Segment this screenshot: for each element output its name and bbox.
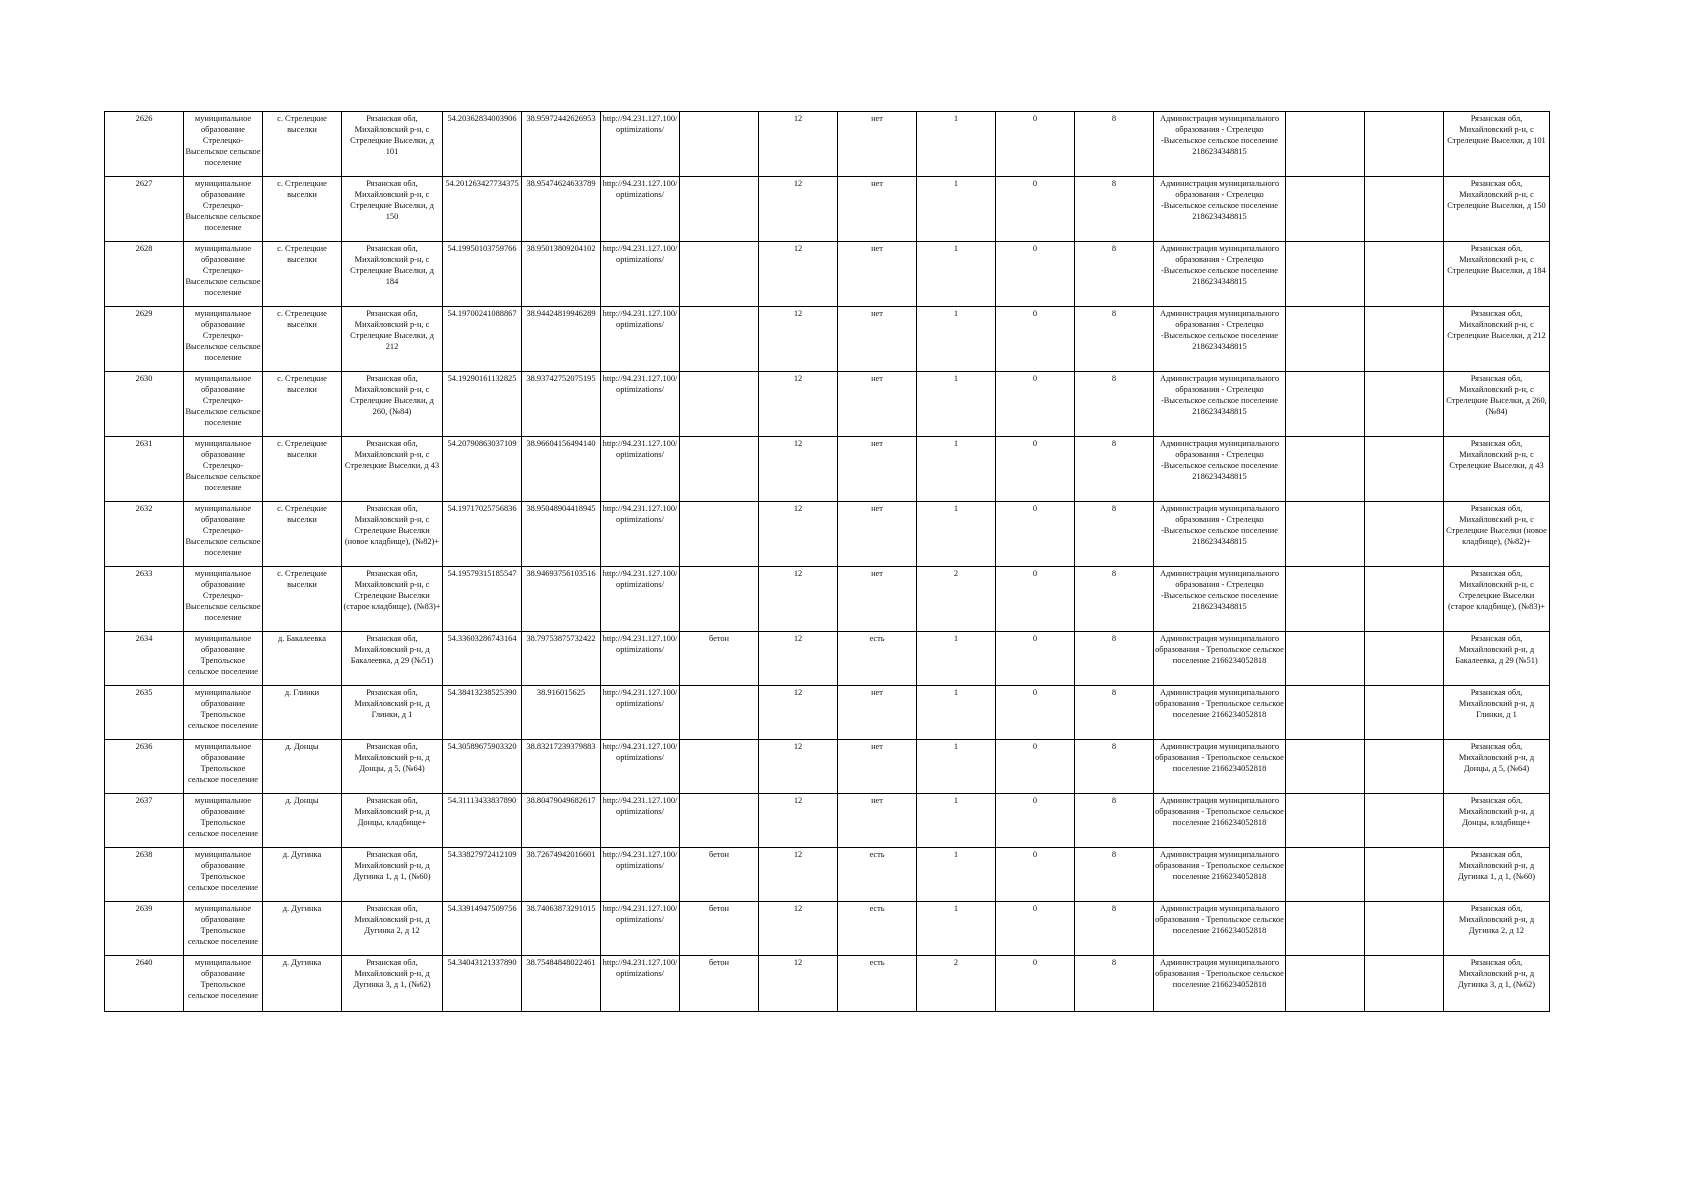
latitude-cell: 54.19290161132825 bbox=[443, 372, 522, 437]
area-cell: 12 bbox=[759, 740, 838, 794]
locality-cell: д. Бакалеевка bbox=[263, 632, 342, 686]
containers-count-cell: 1 bbox=[917, 177, 996, 242]
area-cell: 12 bbox=[759, 956, 838, 1012]
volume-cell: 8 bbox=[1075, 686, 1154, 740]
locality-cell: с. Стрелецкие выселки bbox=[263, 567, 342, 632]
surface-cell: бетон bbox=[680, 632, 759, 686]
municipality-cell: муниципальное образование Трепольское сельское поселение bbox=[184, 848, 263, 902]
count-cell: 0 bbox=[996, 902, 1075, 956]
municipality-cell: муниципальное образование Трепольское сельское поселение bbox=[184, 632, 263, 686]
owner-cell: Администрация муниципального образования - Трепольское сельское поселение 2166234052818 bbox=[1154, 740, 1286, 794]
latitude-cell: 54.33827972412109 bbox=[443, 848, 522, 902]
area-cell: 12 bbox=[759, 686, 838, 740]
containers-count-cell: 1 bbox=[917, 632, 996, 686]
longitude-cell: 38.80479049682617 bbox=[522, 794, 601, 848]
empty-cell bbox=[1365, 902, 1444, 956]
owner-cell: Администрация муниципального образования - Трепольское сельское поселение 2166234052818 bbox=[1154, 848, 1286, 902]
locality-cell: д. Глинки bbox=[263, 686, 342, 740]
locality-cell: с. Стрелецкие выселки bbox=[263, 437, 342, 502]
table-row bbox=[105, 242, 1550, 307]
source-address-cell: Рязанская обл, Михайловский р-н, д Дугинка 1, д 1, (№60) bbox=[1444, 848, 1550, 902]
locality-cell: с. Стрелецкие выселки bbox=[263, 112, 342, 177]
municipality-cell: муниципальное образование Трепольское сельское поселение bbox=[184, 686, 263, 740]
row-number-cell: 2630 bbox=[105, 372, 184, 437]
count-cell: 0 bbox=[996, 242, 1075, 307]
count-cell: 0 bbox=[996, 686, 1075, 740]
table-row bbox=[105, 794, 1550, 848]
longitude-cell: 38.94424819946289 bbox=[522, 307, 601, 372]
municipality-cell: муниципальное образование Стрелецко-Высельское сельское поселение bbox=[184, 177, 263, 242]
municipality-cell: муниципальное образование Стрелецко-Высельское сельское поселение bbox=[184, 372, 263, 437]
address-cell: Рязанская обл, Михайловский р-н, с Стрелецкие Выселки, д 43 bbox=[342, 437, 443, 502]
latitude-cell: 54.31113433837890 bbox=[443, 794, 522, 848]
empty-cell bbox=[1286, 632, 1365, 686]
count-cell: 0 bbox=[996, 567, 1075, 632]
municipality-cell: муниципальное образование Стрелецко-Высельское сельское поселение bbox=[184, 242, 263, 307]
fence-cell: есть bbox=[838, 902, 917, 956]
empty-cell bbox=[1286, 307, 1365, 372]
fence-cell: нет bbox=[838, 740, 917, 794]
containers-count-cell: 1 bbox=[917, 112, 996, 177]
municipality-cell: муниципальное образование Трепольское сельское поселение bbox=[184, 794, 263, 848]
owner-cell: Администрация муниципального образования - Стрелецко -Высельское сельское поселение 2186234348815 bbox=[1154, 567, 1286, 632]
locality-cell: д. Дугинка bbox=[263, 902, 342, 956]
volume-cell: 8 bbox=[1075, 112, 1154, 177]
area-cell: 12 bbox=[759, 242, 838, 307]
address-cell: Рязанская обл, Михайловский р-н, д Донцы, д 5, (№64) bbox=[342, 740, 443, 794]
empty-cell bbox=[1286, 242, 1365, 307]
count-cell: 0 bbox=[996, 740, 1075, 794]
municipality-cell: муниципальное образование Трепольское сельское поселение bbox=[184, 902, 263, 956]
row-number-cell: 2633 bbox=[105, 567, 184, 632]
volume-cell: 8 bbox=[1075, 177, 1154, 242]
source-address-cell: Рязанская обл, Михайловский р-н, с Стрелецкие Выселки (старое кладбище), (№83)+ bbox=[1444, 567, 1550, 632]
link-cell: http://94.231.127.100/optimizations/ bbox=[601, 956, 680, 1012]
table-row bbox=[105, 437, 1550, 502]
link-cell: http://94.231.127.100/optimizations/ bbox=[601, 307, 680, 372]
volume-cell: 8 bbox=[1075, 502, 1154, 567]
locality-cell: с. Стрелецкие выселки bbox=[263, 242, 342, 307]
source-address-cell: Рязанская обл, Михайловский р-н, с Стрелецкие Выселки, д 150 bbox=[1444, 177, 1550, 242]
locality-cell: д. Донцы bbox=[263, 740, 342, 794]
latitude-cell: 54.19700241088867 bbox=[443, 307, 522, 372]
latitude-cell: 54.201263427734375 bbox=[443, 177, 522, 242]
volume-cell: 8 bbox=[1075, 372, 1154, 437]
volume-cell: 8 bbox=[1075, 794, 1154, 848]
locality-cell: с. Стрелецкие выселки bbox=[263, 372, 342, 437]
volume-cell: 8 bbox=[1075, 567, 1154, 632]
latitude-cell: 54.19950103759766 bbox=[443, 242, 522, 307]
longitude-cell: 38.94693756103516 bbox=[522, 567, 601, 632]
address-cell: Рязанская обл, Михайловский р-н, с Стрелецкие Выселки, д 184 bbox=[342, 242, 443, 307]
owner-cell: Администрация муниципального образования - Стрелецко -Высельское сельское поселение 2186234348815 bbox=[1154, 372, 1286, 437]
longitude-cell: 38.95474624633789 bbox=[522, 177, 601, 242]
row-number-cell: 2639 bbox=[105, 902, 184, 956]
source-address-cell: Рязанская обл, Михайловский р-н, д Дугинка 3, д 1, (№62) bbox=[1444, 956, 1550, 1012]
empty-cell bbox=[1286, 848, 1365, 902]
surface-cell bbox=[680, 794, 759, 848]
fence-cell: нет bbox=[838, 437, 917, 502]
count-cell: 0 bbox=[996, 794, 1075, 848]
address-cell: Рязанская обл, Михайловский р-н, с Стрелецкие Выселки, д 212 bbox=[342, 307, 443, 372]
fence-cell: нет bbox=[838, 177, 917, 242]
empty-cell bbox=[1286, 902, 1365, 956]
area-cell: 12 bbox=[759, 632, 838, 686]
longitude-cell: 38.96604156494140 bbox=[522, 437, 601, 502]
link-cell: http://94.231.127.100/optimizations/ bbox=[601, 112, 680, 177]
link-cell: http://94.231.127.100/optimizations/ bbox=[601, 372, 680, 437]
longitude-cell: 38.83217239379883 bbox=[522, 740, 601, 794]
empty-cell bbox=[1286, 567, 1365, 632]
surface-cell bbox=[680, 307, 759, 372]
link-cell: http://94.231.127.100/optimizations/ bbox=[601, 242, 680, 307]
fence-cell: нет bbox=[838, 794, 917, 848]
count-cell: 0 bbox=[996, 956, 1075, 1012]
empty-cell bbox=[1365, 112, 1444, 177]
table-row bbox=[105, 902, 1550, 956]
area-cell: 12 bbox=[759, 848, 838, 902]
count-cell: 0 bbox=[996, 437, 1075, 502]
empty-cell bbox=[1286, 956, 1365, 1012]
containers-count-cell: 1 bbox=[917, 794, 996, 848]
containers-count-cell: 2 bbox=[917, 567, 996, 632]
source-address-cell: Рязанская обл, Михайловский р-н, д Дугинка 2, д 12 bbox=[1444, 902, 1550, 956]
fence-cell: нет bbox=[838, 112, 917, 177]
surface-cell: бетон bbox=[680, 902, 759, 956]
row-number-cell: 2640 bbox=[105, 956, 184, 1012]
empty-cell bbox=[1286, 502, 1365, 567]
owner-cell: Администрация муниципального образования - Стрелецко -Высельское сельское поселение 2186234348815 bbox=[1154, 502, 1286, 567]
row-number-cell: 2635 bbox=[105, 686, 184, 740]
containers-count-cell: 2 bbox=[917, 956, 996, 1012]
source-address-cell: Рязанская обл, Михайловский р-н, д Донцы, кладбище+ bbox=[1444, 794, 1550, 848]
containers-count-cell: 1 bbox=[917, 437, 996, 502]
link-cell: http://94.231.127.100/optimizations/ bbox=[601, 632, 680, 686]
empty-cell bbox=[1365, 632, 1444, 686]
volume-cell: 8 bbox=[1075, 848, 1154, 902]
table-row bbox=[105, 848, 1550, 902]
fence-cell: нет bbox=[838, 502, 917, 567]
area-cell: 12 bbox=[759, 177, 838, 242]
row-number-cell: 2626 bbox=[105, 112, 184, 177]
containers-count-cell: 1 bbox=[917, 372, 996, 437]
count-cell: 0 bbox=[996, 848, 1075, 902]
fence-cell: нет bbox=[838, 567, 917, 632]
latitude-cell: 54.20790863037109 bbox=[443, 437, 522, 502]
link-cell: http://94.231.127.100/optimizations/ bbox=[601, 794, 680, 848]
source-address-cell: Рязанская обл, Михайловский р-н, с Стрелецкие Выселки (новое кладбище), (№82)+ bbox=[1444, 502, 1550, 567]
volume-cell: 8 bbox=[1075, 437, 1154, 502]
municipality-cell: муниципальное образование Стрелецко-Высельское сельское поселение bbox=[184, 437, 263, 502]
latitude-cell: 54.38413238525390 bbox=[443, 686, 522, 740]
fence-cell: есть bbox=[838, 956, 917, 1012]
municipality-cell: муниципальное образование Трепольское сельское поселение bbox=[184, 740, 263, 794]
source-address-cell: Рязанская обл, Михайловский р-н, с Стрелецкие Выселки, д 43 bbox=[1444, 437, 1550, 502]
empty-cell bbox=[1286, 794, 1365, 848]
owner-cell: Администрация муниципального образования - Трепольское сельское поселение 2166234052818 bbox=[1154, 902, 1286, 956]
locality-cell: д. Дугинка bbox=[263, 956, 342, 1012]
table-row bbox=[105, 632, 1550, 686]
address-cell: Рязанская обл, Михайловский р-н, с Стрелецкие Выселки, д 101 bbox=[342, 112, 443, 177]
area-cell: 12 bbox=[759, 502, 838, 567]
surface-cell: бетон bbox=[680, 848, 759, 902]
row-number-cell: 2636 bbox=[105, 740, 184, 794]
empty-cell bbox=[1365, 177, 1444, 242]
source-address-cell: Рязанская обл, Михайловский р-н, с Стрелецкие Выселки, д 212 bbox=[1444, 307, 1550, 372]
table-row bbox=[105, 956, 1550, 1012]
surface-cell bbox=[680, 177, 759, 242]
owner-cell: Администрация муниципального образования - Трепольское сельское поселение 2166234052818 bbox=[1154, 686, 1286, 740]
empty-cell bbox=[1365, 567, 1444, 632]
latitude-cell: 54.33914947509756 bbox=[443, 902, 522, 956]
containers-count-cell: 1 bbox=[917, 848, 996, 902]
empty-cell bbox=[1286, 112, 1365, 177]
latitude-cell: 54.30589675903320 bbox=[443, 740, 522, 794]
longitude-cell: 38.75484848022461 bbox=[522, 956, 601, 1012]
row-number-cell: 2627 bbox=[105, 177, 184, 242]
containers-count-cell: 1 bbox=[917, 242, 996, 307]
table-body bbox=[105, 112, 1550, 1012]
source-address-cell: Рязанская обл, Михайловский р-н, д Глинки, д 1 bbox=[1444, 686, 1550, 740]
longitude-cell: 38.916015625 bbox=[522, 686, 601, 740]
row-number-cell: 2631 bbox=[105, 437, 184, 502]
link-cell: http://94.231.127.100/optimizations/ bbox=[601, 902, 680, 956]
latitude-cell: 54.34043121337890 bbox=[443, 956, 522, 1012]
address-cell: Рязанская обл, Михайловский р-н, д Дугинка 1, д 1, (№60) bbox=[342, 848, 443, 902]
table-row bbox=[105, 372, 1550, 437]
count-cell: 0 bbox=[996, 177, 1075, 242]
area-cell: 12 bbox=[759, 902, 838, 956]
address-cell: Рязанская обл, Михайловский р-н, с Стрелецкие Выселки (старое кладбище), (№83)+ bbox=[342, 567, 443, 632]
owner-cell: Администрация муниципального образования - Трепольское сельское поселение 2166234052818 bbox=[1154, 794, 1286, 848]
volume-cell: 8 bbox=[1075, 307, 1154, 372]
empty-cell bbox=[1365, 437, 1444, 502]
fence-cell: нет bbox=[838, 242, 917, 307]
link-cell: http://94.231.127.100/optimizations/ bbox=[601, 686, 680, 740]
table-row bbox=[105, 686, 1550, 740]
surface-cell bbox=[680, 502, 759, 567]
surface-cell bbox=[680, 372, 759, 437]
row-number-cell: 2628 bbox=[105, 242, 184, 307]
empty-cell bbox=[1286, 372, 1365, 437]
table-row bbox=[105, 567, 1550, 632]
address-cell: Рязанская обл, Михайловский р-н, д Дугинка 2, д 12 bbox=[342, 902, 443, 956]
surface-cell bbox=[680, 242, 759, 307]
municipality-cell: муниципальное образование Стрелецко-Высельское сельское поселение bbox=[184, 502, 263, 567]
owner-cell: Администрация муниципального образования - Стрелецко -Высельское сельское поселение 2186234348815 bbox=[1154, 437, 1286, 502]
locality-cell: с. Стрелецкие выселки bbox=[263, 307, 342, 372]
fence-cell: есть bbox=[838, 848, 917, 902]
count-cell: 0 bbox=[996, 372, 1075, 437]
municipality-cell: муниципальное образование Стрелецко-Высельское сельское поселение bbox=[184, 307, 263, 372]
link-cell: http://94.231.127.100/optimizations/ bbox=[601, 437, 680, 502]
fence-cell: нет bbox=[838, 686, 917, 740]
owner-cell: Администрация муниципального образования - Стрелецко -Высельское сельское поселение 2186234348815 bbox=[1154, 177, 1286, 242]
row-number-cell: 2634 bbox=[105, 632, 184, 686]
area-cell: 12 bbox=[759, 112, 838, 177]
municipality-cell: муниципальное образование Стрелецко-Высельское сельское поселение bbox=[184, 112, 263, 177]
surface-cell bbox=[680, 740, 759, 794]
link-cell: http://94.231.127.100/optimizations/ bbox=[601, 848, 680, 902]
longitude-cell: 38.79753875732422 bbox=[522, 632, 601, 686]
owner-cell: Администрация муниципального образования - Стрелецко -Высельское сельское поселение 2186234348815 bbox=[1154, 307, 1286, 372]
source-address-cell: Рязанская обл, Михайловский р-н, с Стрелецкие Выселки, д 260, (№84) bbox=[1444, 372, 1550, 437]
volume-cell: 8 bbox=[1075, 740, 1154, 794]
row-number-cell: 2632 bbox=[105, 502, 184, 567]
longitude-cell: 38.72674942016601 bbox=[522, 848, 601, 902]
source-address-cell: Рязанская обл, Михайловский р-н, с Стрелецкие Выселки, д 101 bbox=[1444, 112, 1550, 177]
link-cell: http://94.231.127.100/optimizations/ bbox=[601, 502, 680, 567]
table-row bbox=[105, 502, 1550, 567]
longitude-cell: 38.74063873291015 bbox=[522, 902, 601, 956]
address-cell: Рязанская обл, Михайловский р-н, с Стрелецкие Выселки, д 260, (№84) bbox=[342, 372, 443, 437]
volume-cell: 8 bbox=[1075, 902, 1154, 956]
address-cell: Рязанская обл, Михайловский р-н, д Донцы, кладбище+ bbox=[342, 794, 443, 848]
empty-cell bbox=[1286, 740, 1365, 794]
locality-cell: д. Дугинка bbox=[263, 848, 342, 902]
empty-cell bbox=[1286, 177, 1365, 242]
containers-count-cell: 1 bbox=[917, 686, 996, 740]
latitude-cell: 54.20362834003906 bbox=[443, 112, 522, 177]
row-number-cell: 2638 bbox=[105, 848, 184, 902]
empty-cell bbox=[1365, 740, 1444, 794]
area-cell: 12 bbox=[759, 794, 838, 848]
empty-cell bbox=[1365, 794, 1444, 848]
longitude-cell: 38.95048904418945 bbox=[522, 502, 601, 567]
table-row bbox=[105, 112, 1550, 177]
volume-cell: 8 bbox=[1075, 632, 1154, 686]
empty-cell bbox=[1286, 437, 1365, 502]
longitude-cell: 38.93742752075195 bbox=[522, 372, 601, 437]
empty-cell bbox=[1365, 372, 1444, 437]
area-cell: 12 bbox=[759, 372, 838, 437]
owner-cell: Администрация муниципального образования - Стрелецко -Высельское сельское поселение 2186234348815 bbox=[1154, 242, 1286, 307]
count-cell: 0 bbox=[996, 632, 1075, 686]
source-address-cell: Рязанская обл, Михайловский р-н, д Донцы, д 5, (№64) bbox=[1444, 740, 1550, 794]
row-number-cell: 2629 bbox=[105, 307, 184, 372]
address-cell: Рязанская обл, Михайловский р-н, д Дугинка 3, д 1, (№62) bbox=[342, 956, 443, 1012]
surface-cell bbox=[680, 686, 759, 740]
surface-cell bbox=[680, 437, 759, 502]
address-cell: Рязанская обл, Михайловский р-н, с Стрелецкие Выселки, д 150 bbox=[342, 177, 443, 242]
table-row bbox=[105, 740, 1550, 794]
table-row bbox=[105, 177, 1550, 242]
longitude-cell: 38.95972442626953 bbox=[522, 112, 601, 177]
link-cell: http://94.231.127.100/optimizations/ bbox=[601, 740, 680, 794]
owner-cell: Администрация муниципального образования - Трепольское сельское поселение 2166234052818 bbox=[1154, 632, 1286, 686]
address-cell: Рязанская обл, Михайловский р-н, с Стрелецкие Выселки (новое кладбище), (№82)+ bbox=[342, 502, 443, 567]
fence-cell: нет bbox=[838, 307, 917, 372]
table-row bbox=[105, 307, 1550, 372]
longitude-cell: 38.95013809204102 bbox=[522, 242, 601, 307]
municipality-cell: муниципальное образование Стрелецко-Высельское сельское поселение bbox=[184, 567, 263, 632]
municipality-cell: муниципальное образование Трепольское сельское поселение bbox=[184, 956, 263, 1012]
containers-count-cell: 1 bbox=[917, 307, 996, 372]
source-address-cell: Рязанская обл, Михайловский р-н, с Стрелецкие Выселки, д 184 bbox=[1444, 242, 1550, 307]
latitude-cell: 54.19717025756836 bbox=[443, 502, 522, 567]
area-cell: 12 bbox=[759, 567, 838, 632]
address-cell: Рязанская обл, Михайловский р-н, д Глинки, д 1 bbox=[342, 686, 443, 740]
address-cell: Рязанская обл, Михайловский р-н, д Бакалеевка, д 29 (№51) bbox=[342, 632, 443, 686]
owner-cell: Администрация муниципального образования - Стрелецко -Высельское сельское поселение 2186234348815 bbox=[1154, 112, 1286, 177]
locality-cell: д. Донцы bbox=[263, 794, 342, 848]
owner-cell: Администрация муниципального образования - Трепольское сельское поселение 2166234052818 bbox=[1154, 956, 1286, 1012]
count-cell: 0 bbox=[996, 502, 1075, 567]
containers-count-cell: 1 bbox=[917, 902, 996, 956]
latitude-cell: 54.33603286743164 bbox=[443, 632, 522, 686]
empty-cell bbox=[1286, 686, 1365, 740]
registry-table bbox=[104, 111, 1550, 1012]
empty-cell bbox=[1365, 956, 1444, 1012]
count-cell: 0 bbox=[996, 307, 1075, 372]
volume-cell: 8 bbox=[1075, 956, 1154, 1012]
locality-cell: с. Стрелецкие выселки bbox=[263, 502, 342, 567]
empty-cell bbox=[1365, 502, 1444, 567]
surface-cell bbox=[680, 112, 759, 177]
surface-cell bbox=[680, 567, 759, 632]
empty-cell bbox=[1365, 242, 1444, 307]
source-address-cell: Рязанская обл, Михайловский р-н, д Бакалеевка, д 29 (№51) bbox=[1444, 632, 1550, 686]
empty-cell bbox=[1365, 848, 1444, 902]
link-cell: http://94.231.127.100/optimizations/ bbox=[601, 567, 680, 632]
empty-cell bbox=[1365, 686, 1444, 740]
locality-cell: с. Стрелецкие выселки bbox=[263, 177, 342, 242]
empty-cell bbox=[1365, 307, 1444, 372]
count-cell: 0 bbox=[996, 112, 1075, 177]
fence-cell: есть bbox=[838, 632, 917, 686]
area-cell: 12 bbox=[759, 307, 838, 372]
latitude-cell: 54.19579315185547 bbox=[443, 567, 522, 632]
containers-count-cell: 1 bbox=[917, 502, 996, 567]
area-cell: 12 bbox=[759, 437, 838, 502]
surface-cell: бетон bbox=[680, 956, 759, 1012]
containers-count-cell: 1 bbox=[917, 740, 996, 794]
row-number-cell: 2637 bbox=[105, 794, 184, 848]
link-cell: http://94.231.127.100/optimizations/ bbox=[601, 177, 680, 242]
fence-cell: нет bbox=[838, 372, 917, 437]
volume-cell: 8 bbox=[1075, 242, 1154, 307]
